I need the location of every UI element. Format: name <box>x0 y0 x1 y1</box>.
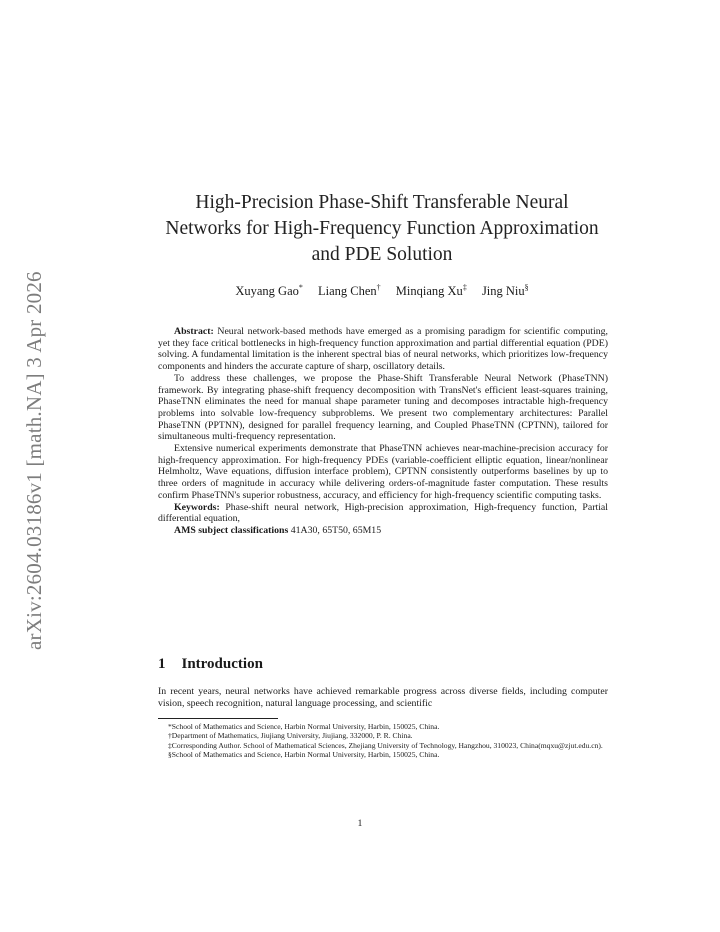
section-number: 1 <box>158 656 166 672</box>
title-line: High-Precision Phase-Shift Transferable Neural <box>195 192 569 213</box>
abstract-paragraph: To address these challenges, we propose the Phase-Shift Transferable Neural Network (PhaseTNN) framework. By integrating phase-shift frequency decomposition with TransNet's efficient least-squares training, PhaseTNN eliminates the need for manual shape parameter tuning and decomposes intractable high-frequency problems into solvable low-frequency subproblems. We present two complementary architectures: Parallel PhaseTNN (PPTNN), designed for parallel frequency learning, and Coupled PhaseTNN (CPTNN), tailored for simultaneous multi-frequency representation. <box>158 372 608 443</box>
author <box>235 284 303 298</box>
keywords-label: Keywords: <box>174 501 220 513</box>
author <box>482 284 529 298</box>
title-line: and PDE Solution <box>311 244 453 265</box>
author-name: Minqiang Xu <box>395 284 463 299</box>
page-number: 1 <box>357 818 363 829</box>
ams-classifications <box>158 525 608 537</box>
abstract-text: Neural network-based methods have emerged as a promising paradigm for scientific computing, yet they face critical bottlenecks in high-frequency function approximation and partial differential equation (PDE) solving. A fundamental limitation is the inherent spectral bias of neural networks, which prioritizes low-frequency components and hinders the accurate capture of sharp, oscillatory details. <box>158 326 608 373</box>
author-mark: ‡ <box>462 283 467 292</box>
keywords <box>158 502 608 525</box>
abstract-paragraph: Extensive numerical experiments demonstrate that PhaseTNN achieves near-machine-precision accuracy for high-frequency approximation. For high-frequency PDEs (variable-coefficient elliptic equation, linear/nonlinear Helmholtz, Wave equations, diffusion interface problem), CPTNN consistently outperforms baselines by up to three orders of magnitude in accuracy while delivering orders-of-magnitude faster computation. These results confirm PhaseTNN's superior robustness, accuracy, and efficiency for high-frequency scientific computing tasks. <box>158 443 608 501</box>
ams-codes: 41A30, 65T50, 65M15 <box>290 524 382 536</box>
section-heading <box>158 656 263 673</box>
keywords-text: Phase-shift neural network, High-precision approximation, High-frequency function, Partial differential equation, <box>158 501 608 525</box>
author-name: Xuyang Gao <box>235 284 299 299</box>
footnote-rule <box>158 718 278 719</box>
title-line: Networks for High-Frequency Function Approximation <box>165 218 599 239</box>
footnote: §School of Mathematics and Science, Harbin Normal University, Harbin, 150025, China. <box>168 750 440 760</box>
abstract-label: Abstract: <box>174 326 214 337</box>
abstract <box>158 326 608 537</box>
footnote: *School of Mathematics and Science, Harbin Normal University, Harbin, 150025, China. <box>168 722 440 731</box>
arxiv-identifier: arXiv:2604.03186v1 [math.NA] 3 Apr 2026 <box>22 271 46 650</box>
paper-title <box>150 190 614 268</box>
section-title: Introduction <box>181 656 263 672</box>
author-mark: § <box>524 283 529 292</box>
author <box>318 284 381 298</box>
author-mark: † <box>376 283 381 292</box>
author-name: Liang Chen <box>318 284 377 299</box>
ams-label: AMS subject classifications <box>174 524 289 536</box>
author-list <box>150 283 614 299</box>
footnote: †Department of Mathematics, Jiujiang University, Jiujiang, 332000, P. R. China. <box>168 731 413 741</box>
abstract-paragraph <box>158 326 608 373</box>
intro-paragraph: In recent years, neural networks have achieved remarkable progress across diverse fields, including computer vision, speech recognition, natural language processing, and scientific <box>158 686 608 709</box>
footnote: ‡Corresponding Author. School of Mathematical Sciences, Zhejiang University of Technology, Hangzhou, 310023, China(mqxu@zjut.edu.cn). <box>168 740 603 750</box>
footnotes <box>158 722 608 760</box>
author <box>396 284 467 298</box>
author-name: Jing Niu <box>481 284 525 299</box>
author-mark: * <box>298 283 303 292</box>
